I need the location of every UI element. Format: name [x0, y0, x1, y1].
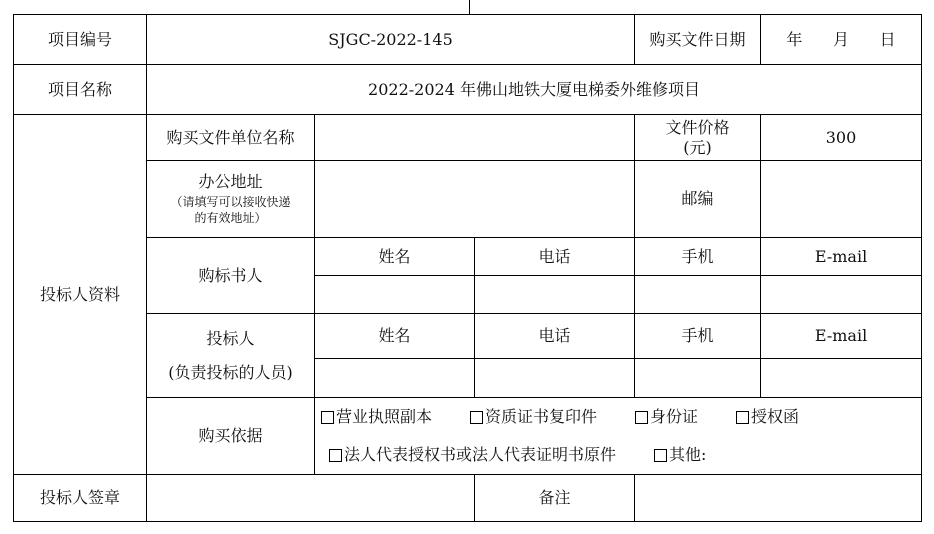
bid-document-purchase-form [13, 14, 922, 522]
date-month: 月 [833, 29, 850, 49]
remark-label: 备注 [475, 475, 635, 522]
checkbox-authorization-letter[interactable]: 授权函 [736, 407, 799, 426]
remark-field[interactable] [635, 475, 922, 522]
date-day: 日 [879, 29, 896, 49]
project-no-value: SJGC-2022-145 [147, 15, 635, 65]
checkbox-icon [470, 411, 483, 424]
checkbox-icon [329, 449, 342, 462]
bidder-label-line2: (负责投标的人员) [168, 362, 293, 382]
basis-label: 购买依据 [147, 398, 315, 475]
address-label-cell [147, 161, 315, 238]
checkbox-icon [321, 411, 334, 424]
checkbox-qualification-copy[interactable]: 资质证书复印件 [470, 407, 597, 426]
bidder-col-name: 姓名 [315, 314, 475, 359]
project-no-label: 项目编号 [14, 15, 147, 65]
bidder-col-phone: 电话 [475, 314, 635, 359]
checkbox-other[interactable]: 其他: [654, 445, 706, 464]
price-label-line2: (元) [683, 137, 712, 157]
bidder-person-label [147, 314, 315, 398]
bidder-col-mobile: 手机 [635, 314, 761, 359]
company-name-label: 购买文件单位名称 [147, 115, 315, 161]
price-value: 300 [761, 115, 922, 161]
checkbox-icon [654, 449, 667, 462]
bidder-phone-field[interactable] [475, 359, 635, 398]
postcode-label: 邮编 [635, 161, 761, 238]
checkbox-business-license[interactable]: 营业执照副本 [321, 407, 432, 426]
postcode-field[interactable] [761, 161, 922, 238]
address-field[interactable] [315, 161, 635, 238]
checkbox-legal-rep-authorization[interactable]: 法人代表授权书或法人代表证明书原件 [329, 445, 616, 464]
bidder-section-label: 投标人资料 [14, 115, 147, 475]
project-name-label: 项目名称 [14, 65, 147, 115]
buyer-col-phone: 电话 [475, 238, 635, 276]
bidder-mobile-field[interactable] [635, 359, 761, 398]
buyer-col-mobile: 手机 [635, 238, 761, 276]
price-label-line1: 文件价格 [665, 118, 730, 138]
bidder-email-field[interactable] [761, 359, 922, 398]
signature-label: 投标人签章 [14, 475, 147, 522]
date-year: 年 [786, 29, 803, 49]
checkbox-icon [736, 411, 749, 424]
bidder-label-line1: 投标人 [206, 329, 255, 349]
checkbox-icon [635, 411, 648, 424]
price-label [635, 115, 761, 161]
signature-field[interactable] [147, 475, 475, 522]
buyer-email-field[interactable] [761, 276, 922, 314]
buyer-col-email: E-mail [761, 238, 922, 276]
basis-options [315, 398, 922, 475]
purchase-date-label: 购买文件日期 [635, 15, 761, 65]
purchase-date-field[interactable] [761, 15, 922, 65]
buyer-phone-field[interactable] [475, 276, 635, 314]
company-name-field[interactable] [315, 115, 635, 161]
project-name-value: 2022-2024 年佛山地铁大厦电梯委外维修项目 [147, 65, 922, 115]
checkbox-id-card[interactable]: 身份证 [635, 407, 698, 426]
top-divider-tick [469, 0, 470, 14]
address-label: 办公地址 [198, 171, 263, 191]
bidder-col-email: E-mail [761, 314, 922, 359]
address-note: （请填写可以接收快递 的有效地址） [170, 195, 291, 225]
buyer-mobile-field[interactable] [635, 276, 761, 314]
basis-options-row1 [321, 398, 915, 436]
basis-options-row2 [321, 436, 915, 474]
buyer-label: 购标书人 [147, 238, 315, 314]
buyer-col-name: 姓名 [315, 238, 475, 276]
buyer-name-field[interactable] [315, 276, 475, 314]
bidder-name-field[interactable] [315, 359, 475, 398]
